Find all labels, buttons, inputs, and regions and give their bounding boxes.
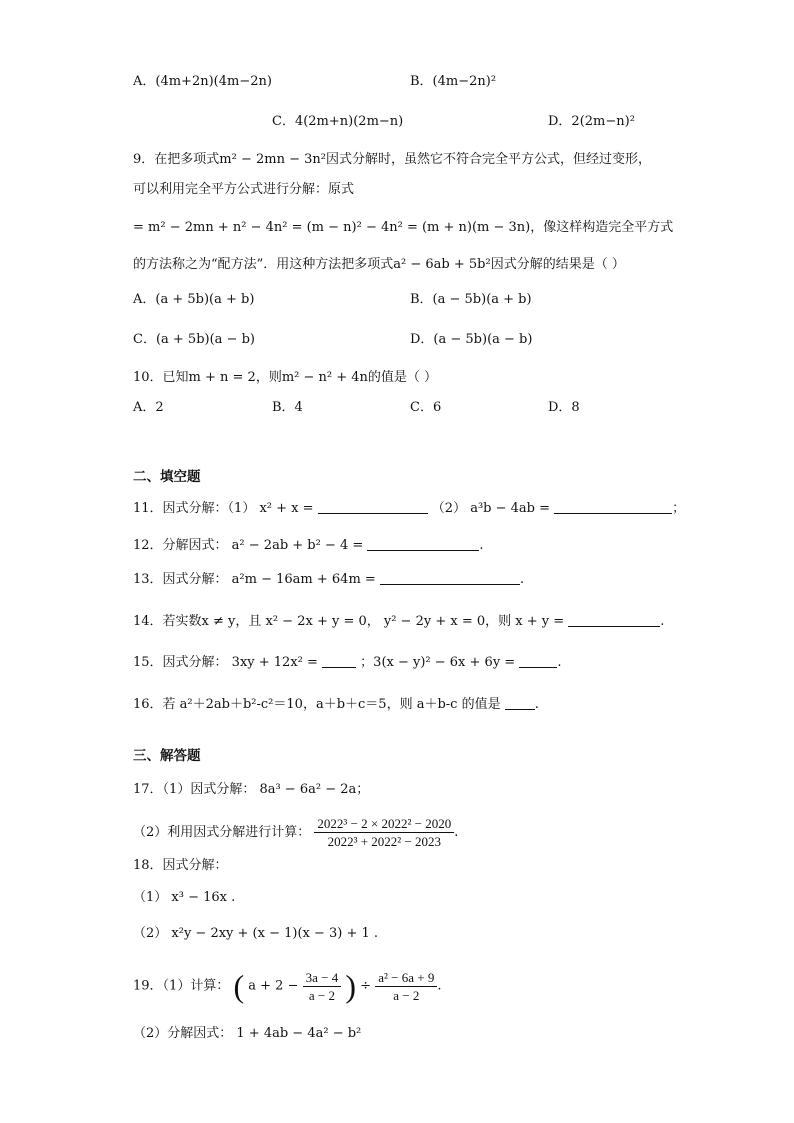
q13-blank[interactable] (380, 570, 520, 585)
q19-divide: ÷ (360, 978, 372, 994)
q15 (133, 653, 561, 673)
q17-fraction (314, 815, 454, 850)
q19-fraction1 (303, 969, 342, 1004)
q10-stem: 10．已知m + n = 2，则m² − n² + 4n的值是（ ） (133, 370, 438, 385)
q18-part1: （1） x³ − 16x . (133, 890, 236, 905)
q19-part2: （2）分解因式： 1 + 4ab − 4a² − b² (133, 1026, 362, 1041)
q19-fraction2-numerator: a² − 6a + 9 (375, 969, 437, 987)
q17-part2-label: （2）利用因式分解进行计算： (133, 825, 311, 840)
q13-end: . (519, 572, 525, 587)
q15-part1: 15．因式分解： 3xy + 12x² = (133, 655, 318, 670)
q10-option-a: A．2 (133, 400, 164, 415)
q19-fraction1-numerator: 3a − 4 (303, 969, 342, 987)
q19-part1-label: 19．（1）计算： (133, 978, 230, 994)
section-fill-in-title: 二、填空题 (133, 469, 201, 485)
q9-stem-line1: 9．在把多项式m² − 2mn − 3n²因式分解时，虽然它不符合完全平方公式，但经过变形， (133, 152, 651, 167)
q16 (133, 695, 539, 715)
q12-blank[interactable] (367, 536, 479, 551)
q9-stem-line2: 可以利用完全平方公式进行分解：原式 (133, 182, 355, 197)
q16-text: 16．若 a²＋2ab＋b²-c²＝10，a＋b＋c＝5，则 a＋b-c 的值是 (133, 697, 501, 712)
q17-fraction-denominator: 2022³ + 2022² − 2023 (327, 834, 442, 849)
q17-fraction-numerator: 2022³ − 2 × 2022² − 2020 (314, 815, 454, 833)
left-paren: ( (233, 968, 245, 1004)
section-answer-title: 三、解答题 (133, 748, 201, 764)
q11 (133, 499, 685, 519)
q14-text: 14．若实数x ≠ y，且 x² − 2x + y = 0， y² − 2y + x = 0，则 x + y = (133, 614, 565, 629)
q14-blank[interactable] (568, 612, 660, 627)
q18-part2: （2） x²y − 2xy + (x − 1)(x − 3) + 1 . (133, 926, 379, 941)
q9-option-b: B．(a − 5b)(a + b) (410, 292, 532, 307)
q10-option-b: B．4 (272, 400, 303, 415)
q11-part2: （2） a³b − 4ab = (431, 501, 551, 516)
q10-option-c: C．6 (410, 400, 442, 415)
q10-option-d: D．8 (548, 400, 580, 415)
q9-option-c: C．(a + 5b)(a − b) (133, 332, 255, 347)
q19-part1 (133, 962, 441, 1011)
q13 (133, 570, 524, 590)
q16-end: . (534, 697, 539, 712)
q11-blank1[interactable] (318, 499, 428, 514)
q15-end: . (557, 655, 562, 670)
q19-pre: a + 2 − (248, 978, 299, 994)
right-paren: ) (345, 968, 357, 1004)
q14-end: . (660, 614, 665, 629)
q12-text: 12．分解因式： a² − 2ab + b² − 4 = (133, 538, 364, 553)
q9-stem-line3: = m² − 2mn + n² − 4n² = (m − n)² − 4n² = (m + n)(m − 3n)，像这样构造完全平方式 (133, 220, 674, 235)
q15-blank2[interactable] (519, 653, 557, 668)
q19-fraction2 (375, 969, 437, 1004)
q13-text: 13．因式分解： a²m − 16am + 64m = (133, 572, 376, 587)
q9-stem-line4: 的方法称之为“配方法”．用这种方法把多项式a² − 6ab + 5b²因式分解的结果是（ ） (133, 257, 625, 272)
q19-fraction1-denominator: a − 2 (308, 987, 335, 1003)
q15-part2: ；3(x − y)² − 6x + 6y = (360, 655, 516, 670)
q8-option-b: B．(4m−2n)² (410, 74, 497, 89)
q8-option-d: D．2(2m−n)² (548, 114, 635, 129)
q17-part1: 17．（1）因式分解： 8a³ − 6a² − 2a； (133, 782, 370, 797)
q12 (133, 536, 484, 556)
q8-option-c: C．4(2m+n)(2m−n) (272, 114, 404, 129)
q19-end: . (437, 978, 442, 994)
q9-option-d: D．(a − 5b)(a − b) (410, 332, 533, 347)
q16-blank[interactable] (505, 695, 535, 710)
q18-title: 18．因式分解： (133, 858, 228, 873)
q17-end: . (454, 825, 459, 840)
q9-option-a: A．(a + 5b)(a + b) (133, 292, 255, 307)
q12-end: . (479, 538, 484, 553)
q11-part1: 11．因式分解：（1） x² + x = (133, 501, 314, 516)
q19-fraction2-denominator: a − 2 (393, 987, 420, 1003)
q11-blank2[interactable] (554, 499, 672, 514)
q8-option-a: A．(4m+2n)(4m−2n) (133, 74, 272, 89)
q17-part2 (133, 812, 458, 854)
q14 (133, 612, 664, 632)
q11-end: ； (672, 501, 686, 516)
q15-blank1[interactable] (322, 653, 356, 668)
